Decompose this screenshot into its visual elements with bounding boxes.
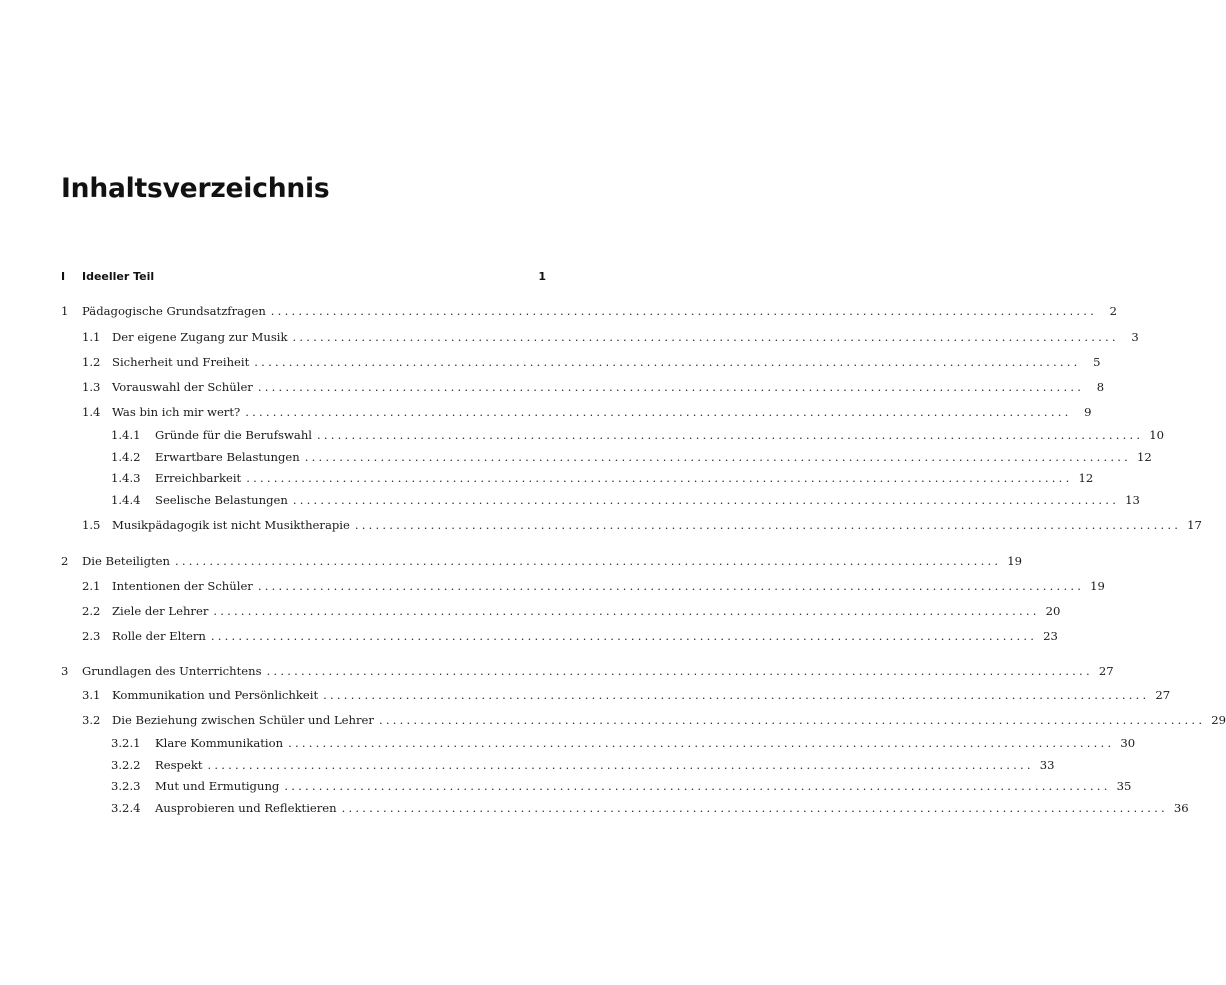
page-title: Inhaltsverzeichnis xyxy=(61,173,330,204)
entry-title: Respekt xyxy=(155,758,203,772)
entry-page-number: 5 xyxy=(1093,355,1101,369)
entry-page-number: 36 xyxy=(1173,801,1189,815)
entry-title: Intentionen der Schüler xyxy=(112,579,253,593)
dot-leader: ........................................................................................................................ xyxy=(213,604,1040,618)
entry-title: Vorauswahl der Schüler xyxy=(112,380,253,394)
entry-number: 1.4 xyxy=(82,405,101,419)
entry-page-number: 23 xyxy=(1043,629,1058,643)
dot-leader: ........................................................................................................................ xyxy=(207,758,1034,772)
toc-section-entry[interactable] xyxy=(82,330,1139,348)
dot-leader: ........................................................................................................................ xyxy=(341,801,1168,815)
dot-leader: ........................................................................................................................ xyxy=(292,330,1119,344)
dot-leader: ........................................................................................................................ xyxy=(257,579,1085,593)
entry-title: Kommunikation und Persönlichkeit xyxy=(112,688,319,702)
dot-leader: ........................................................................................................................ xyxy=(288,736,1115,750)
entry-title: Die Beteiligten xyxy=(82,554,170,568)
entry-title: Ziele der Lehrer xyxy=(112,604,209,618)
entry-number: 3 xyxy=(61,664,69,678)
entry-number: 1.4.1 xyxy=(111,428,141,442)
entry-page-number: 2 xyxy=(1109,304,1118,318)
entry-number: 3.2 xyxy=(82,713,101,727)
entry-number: 1.2 xyxy=(82,355,101,369)
entry-title: Gründe für die Berufswahl xyxy=(155,428,313,442)
dot-leader: ........................................................................................................................ xyxy=(254,355,1081,369)
dot-leader: ........................................................................................................................ xyxy=(246,471,1073,485)
entry-page-number: 19 xyxy=(1007,554,1022,568)
entry-title: Grundlagen des Unterrichtens xyxy=(82,664,262,678)
dot-leader: ........................................................................................................................ xyxy=(317,428,1144,442)
entry-title: Rolle der Eltern xyxy=(112,629,206,643)
entry-title: Was bin ich mir wert? xyxy=(112,405,241,419)
toc-section-entry[interactable] xyxy=(82,380,1105,398)
toc-section-entry[interactable] xyxy=(82,355,1101,373)
entry-number: 2.1 xyxy=(82,579,101,593)
entry-page-number: 8 xyxy=(1096,380,1105,394)
entry-number: 2.2 xyxy=(82,604,101,618)
dot-leader: ........................................................................................................................ xyxy=(284,779,1111,793)
entry-title: Klare Kommunikation xyxy=(155,736,284,750)
dot-leader: ........................................................................................................................ xyxy=(210,629,1038,643)
entry-number: 1.5 xyxy=(82,518,101,532)
entry-page-number: 9 xyxy=(1084,405,1092,419)
toc-section-entry[interactable] xyxy=(82,688,1171,706)
toc-section-entry[interactable] xyxy=(82,579,1105,597)
entry-page-number: 27 xyxy=(1098,664,1114,678)
entry-number: 1.4.4 xyxy=(111,493,141,507)
entry-title: Erwartbare Belastungen xyxy=(155,450,300,464)
entry-number: 1.3 xyxy=(82,380,101,394)
toc-chapter-entry[interactable] xyxy=(61,554,1022,572)
entry-title: Ausprobieren und Reflektieren xyxy=(155,801,337,815)
toc-chapter-entry[interactable] xyxy=(61,664,1114,682)
toc-subsection-entry[interactable] xyxy=(111,801,1189,819)
entry-number: 3.2.3 xyxy=(111,779,141,793)
toc-subsection-entry[interactable] xyxy=(111,779,1132,797)
entry-page-number: 35 xyxy=(1116,779,1132,793)
dot-leader: ........................................................................................................................ xyxy=(245,405,1072,419)
entry-number: 1.1 xyxy=(82,330,101,344)
entry-number: 1.4.2 xyxy=(111,450,141,464)
entry-number: 2 xyxy=(61,554,69,568)
entry-number: 3.2.4 xyxy=(111,801,141,815)
toc-section-entry[interactable] xyxy=(82,713,1226,731)
dot-leader: ........................................................................................................................ xyxy=(354,518,1182,532)
entry-number: 2.3 xyxy=(82,629,101,643)
entry-page-number: 12 xyxy=(1078,471,1094,485)
entry-number: 1 xyxy=(61,304,69,318)
entry-title: Musikpädagogik ist nicht Musiktherapie xyxy=(112,518,350,532)
entry-page-number: 30 xyxy=(1120,736,1136,750)
entry-page-number: 13 xyxy=(1125,493,1140,507)
part-page-number: 1 xyxy=(538,270,546,283)
dot-leader: ........................................................................................................................ xyxy=(323,688,1150,702)
toc-subsection-entry[interactable] xyxy=(111,493,1140,511)
toc-section-entry[interactable] xyxy=(82,604,1061,622)
toc-section-entry[interactable] xyxy=(82,405,1092,423)
entry-page-number: 12 xyxy=(1137,450,1152,464)
entry-title: Mut und Ermutigung xyxy=(155,779,280,793)
toc-subsection-entry[interactable] xyxy=(111,758,1055,776)
entry-title: Der eigene Zugang zur Musik xyxy=(112,330,288,344)
entry-page-number: 3 xyxy=(1131,330,1139,344)
entry-page-number: 27 xyxy=(1155,688,1171,702)
entry-title: Seelische Belastungen xyxy=(155,493,288,507)
toc-section-entry[interactable] xyxy=(82,629,1058,647)
toc-chapter-entry[interactable] xyxy=(61,304,1118,322)
toc-subsection-entry[interactable] xyxy=(111,450,1152,468)
entry-number: 3.2.1 xyxy=(111,736,141,750)
entry-title: Pädagogische Grundsatzfragen xyxy=(82,304,266,318)
part-number: I xyxy=(61,270,66,283)
entry-number: 3.2.2 xyxy=(111,758,141,772)
dot-leader: ........................................................................................................................ xyxy=(292,493,1120,507)
entry-number: 3.1 xyxy=(82,688,101,702)
toc-section-entry[interactable] xyxy=(82,518,1202,536)
entry-page-number: 19 xyxy=(1090,579,1105,593)
entry-page-number: 20 xyxy=(1045,604,1061,618)
entry-page-number: 33 xyxy=(1039,758,1055,772)
dot-leader: ........................................................................................................................ xyxy=(270,304,1098,318)
entry-page-number: 17 xyxy=(1187,518,1202,532)
toc-subsection-entry[interactable] xyxy=(111,736,1136,754)
dot-leader: ........................................................................................................................ xyxy=(257,380,1085,394)
dot-leader: ........................................................................................................................ xyxy=(174,554,1002,568)
entry-page-number: 10 xyxy=(1149,428,1165,442)
toc-subsection-entry[interactable] xyxy=(111,471,1094,489)
entry-title: Sicherheit und Freiheit xyxy=(112,355,250,369)
dot-leader: ........................................................................................................................ xyxy=(266,664,1093,678)
dot-leader: ........................................................................................................................ xyxy=(378,713,1206,727)
toc-subsection-entry[interactable] xyxy=(111,428,1165,446)
part-title: Ideeller Teil xyxy=(82,270,155,283)
entry-page-number: 29 xyxy=(1211,713,1226,727)
entry-number: 1.4.3 xyxy=(111,471,141,485)
entry-title: Die Beziehung zwischen Schüler und Lehrer xyxy=(112,713,374,727)
dot-leader: ........................................................................................................................ xyxy=(304,450,1132,464)
toc-part-entry[interactable] xyxy=(61,270,546,288)
entry-title: Erreichbarkeit xyxy=(155,471,242,485)
